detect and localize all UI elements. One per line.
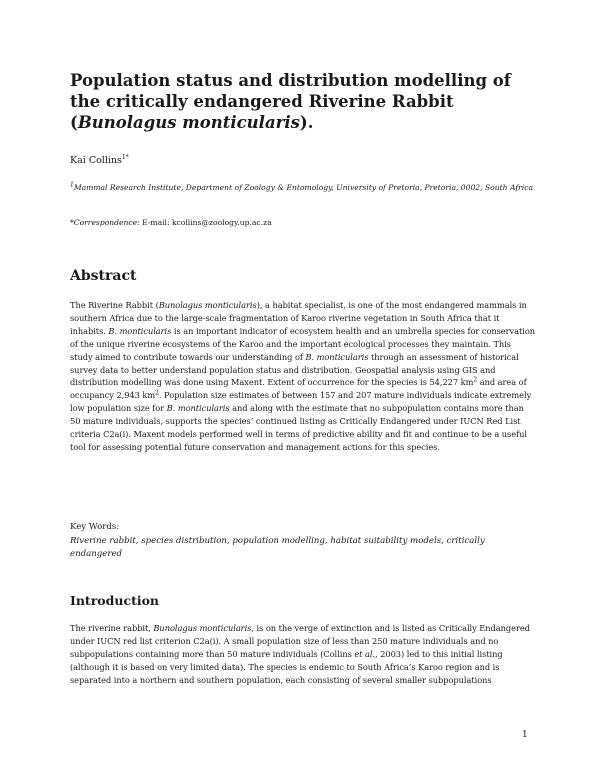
author-line <box>70 155 129 166</box>
keywords-list: Riverine rabbit, species distribution, population modelling, habitat suitability models, critically endangered <box>70 536 485 559</box>
correspondence-label: *Correspondence: <box>70 218 140 227</box>
introduction-heading: Introduction <box>70 593 160 608</box>
author-superscript: 1* <box>121 153 129 161</box>
keywords-heading: Key Words: <box>70 522 120 532</box>
paper-title: Population status and distribution modelling of the critically endangered Riverine Rabbit (Bunolagus monticularis). <box>70 71 511 132</box>
introduction-text: The riverine rabbit, Bunolagus monticularis, is on the verge of extinction and is listed as Critically Endangered under IUCN red list criterion C2a(i). A small population size of less than 250 mature individuals and no subpopulations containing more than 50 mature individuals (Collins et al., 2003) led to this initial listing (although it is based on very limited data). The species is endemic to South Africa’s Karoo region and is separated into a northern and southern population, each consisting of several smaller subpopulations <box>70 623 530 685</box>
correspondence <box>70 218 272 227</box>
page-number: 1 <box>522 730 528 740</box>
correspondence-email: E-mail: kcollins@zoology.up.ac.za <box>139 218 272 227</box>
abstract-text: The Riverine Rabbit (Bunolagus monticularis), a habitat specialist, is one of the most endangered mammals in southern Africa due to the large-scale fragmentation of Karoo riverine vegetation in South Africa that it inhabits. B. monticularis is an important indicator of ecosystem health and an umbrella species for conservation of the unique riverine ecosystems of the Karoo and the important ecological processes they maintain. This study aimed to contribute towards our understanding of B. monticularis through an assessment of historical survey data to better understand population status and distribution. Geospatial analysis using GIS and distribution modelling was done using Maxent. Extent of occurrence for the species is 54,227 $km^2$ and area of occupancy 2,943 $km^2$. Population size estimates of between 157 and 207 mature individuals indicate extremely low population size for B. monticularis and along with the estimate that no subpopulation contains more than 50 mature individuals, supports the species’ continued listing as Critically Endangered under IUCN Red List criteria C2a(i). Maxent models performed well in terms of predictive ability and fit and continue to be a useful tool for assessing potential future conservation and management actions for this species. <box>70 300 536 452</box>
author-name: Kai Collins <box>70 155 122 166</box>
title-species-name: Bunolagus monticularis <box>77 113 300 132</box>
abstract-heading: Abstract <box>70 268 137 284</box>
affiliation: $^1$Mammal Research Institute, Department of Zoology & Entomology, University of Pretoria, Pretoria, 0002, South Africa <box>70 181 533 192</box>
